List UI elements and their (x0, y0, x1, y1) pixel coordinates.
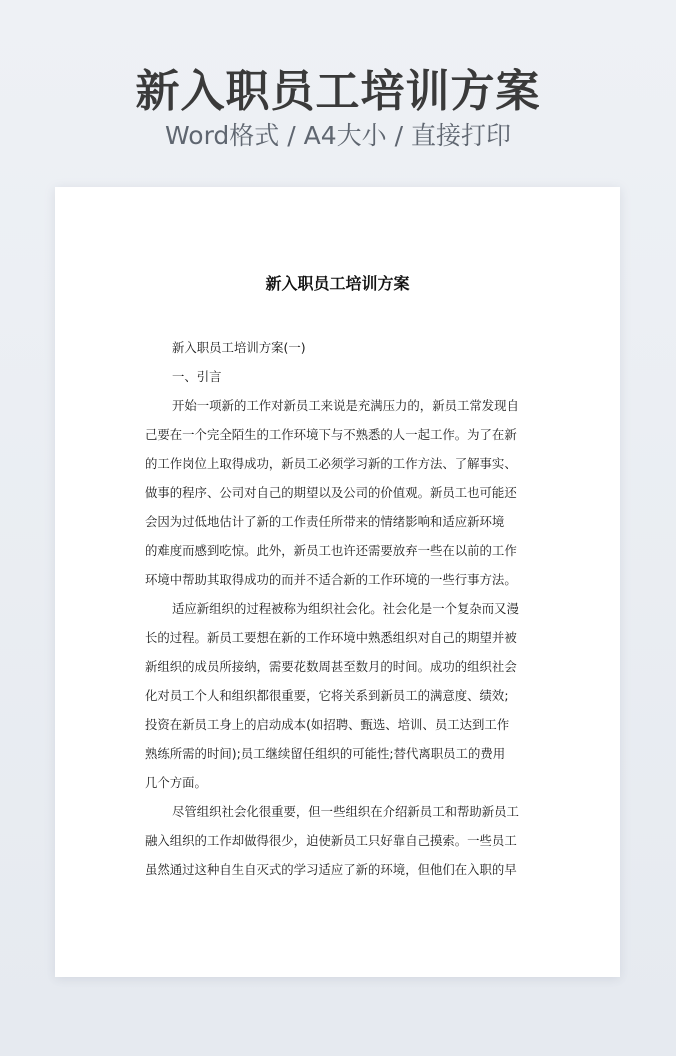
paragraph-line: 熟练所需的时间);员工继续留任组织的可能性;替代离职员工的费用 (145, 746, 506, 761)
paragraph-line: 做事的程序、公司对自己的期望以及公司的价值观。新员工也可能还 (145, 485, 517, 500)
document-page (55, 187, 620, 977)
banner-title: 新入职员工培训方案 (135, 66, 541, 117)
paragraph-line: 尽管组织社会化很重要，但一些组织在介绍新员工和帮助新员工 (172, 804, 519, 819)
banner-subtitle: Word格式 / A4大小 / 直接打印 (165, 121, 511, 150)
paragraph-line: 长的过程。新员工要想在新的工作环境中熟悉组织对自己的期望并被 (145, 630, 517, 645)
paragraph-line: 适应新组织的过程被称为组织社会化。社会化是一个复杂而又漫 (172, 601, 519, 616)
document-title: 新入职员工培训方案 (265, 274, 410, 293)
paragraph-line: 新组织的成员所接纳，需要花数周甚至数月的时间。成功的组织社会 (145, 659, 517, 674)
paragraph-line: 的工作岗位上取得成功，新员工必须学习新的工作方法、了解事实、 (145, 456, 517, 471)
paragraph-line: 会因为过低地估计了新的工作责任所带来的情绪影响和适应新环境 (145, 514, 505, 529)
paragraph-line: 融入组织的工作却做得很少，迫使新员工只好靠自己摸索。一些员工 (145, 833, 517, 848)
paragraph-line: 虽然通过这种自生自灭式的学习适应了新的环境，但他们在入职的早 (145, 862, 517, 877)
document-body (145, 333, 531, 884)
paragraph-line: 环境中帮助其取得成功的而并不适合新的工作环境的一些行事方法。 (145, 572, 517, 587)
paragraph-line: 几个方面。 (145, 775, 207, 790)
paragraph-line: 投资在新员工身上的启动成本(如招聘、甄选、培训、员工达到工作 (145, 717, 510, 732)
paragraph-line: 的难度而感到吃惊。此外，新员工也许还需要放弃一些在以前的工作 (145, 543, 517, 558)
paragraph-line: 己要在一个完全陌生的工作环境下与不熟悉的人一起工作。为了在新 (145, 427, 517, 442)
paragraph-line: 化对员工个人和组织都很重要，它将关系到新员工的满意度、绩效; (145, 688, 509, 703)
paragraph-line: 开始一项新的工作对新员工来说是充满压力的，新员工常发现自 (172, 398, 519, 413)
banner (0, 0, 676, 186)
subsection-heading: 一、引言 (172, 369, 222, 384)
section-heading: 新入职员工培训方案(一) (172, 340, 306, 355)
